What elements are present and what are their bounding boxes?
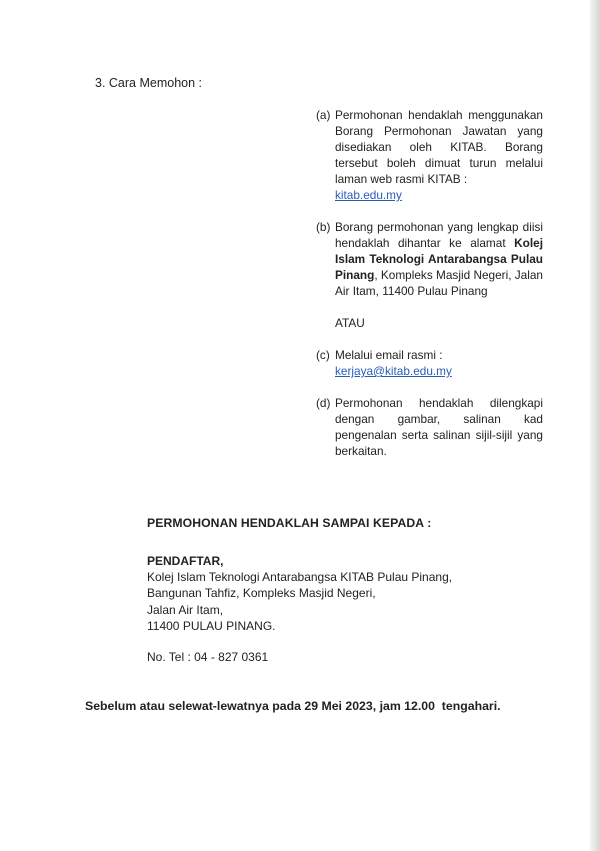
- item-text: Melalui email rasmi :: [335, 348, 443, 362]
- list-item-a: [316, 107, 543, 203]
- item-marker: (b): [316, 220, 331, 234]
- address-line: Kolej Islam Teknologi Antarabangsa KITAB Pulau Pinang,: [147, 570, 453, 585]
- item-marker: (a): [316, 108, 331, 122]
- item-text: Borang permohonan yang lengkap diisi hendaklah dihantar ke alamat: [335, 220, 543, 250]
- address-line: Bangunan Tahfiz, Kompleks Masjid Negeri,: [147, 586, 376, 601]
- list-item-d: [316, 395, 543, 459]
- address-line: 11400 PULAU PINANG.: [147, 618, 276, 633]
- submission-title: PERMOHONAN HENDAKLAH SAMPAI KEPADA :: [147, 516, 432, 530]
- telephone-number: No. Tel : 04 - 827 0361: [147, 650, 269, 665]
- page-edge-shadow: [590, 0, 600, 851]
- recipient-name: PENDAFTAR,: [147, 554, 224, 568]
- or-separator: ATAU: [335, 316, 365, 330]
- item-marker: (d): [316, 396, 331, 410]
- website-link[interactable]: kitab.edu.my: [335, 188, 402, 202]
- section-heading: 3. Cara Memohon :: [95, 76, 202, 90]
- deadline-notice: Sebelum atau selewat-lewatnya pada 29 Mei 2023, jam 12.00 tengahari.: [85, 699, 501, 713]
- address-line: Jalan Air Itam,: [147, 602, 224, 617]
- item-text: Permohonan hendaklah menggunakan Borang Permohonan Jawatan yang disediakan oleh KITAB. Borang tersebut boleh dimuat turun melalui laman web rasmi KITAB :: [335, 108, 543, 186]
- email-link[interactable]: kerjaya@kitab.edu.my: [335, 364, 452, 378]
- list-item-c: [316, 347, 543, 379]
- item-text-address: , Kompleks Masjid Negeri, Jalan Air Itam, 11400 Pulau Pinang: [335, 268, 543, 298]
- college-name: Kolej Islam Teknologi Antarabangsa Pulau Pinang: [335, 236, 543, 282]
- item-text: Permohonan hendaklah dilengkapi dengan gambar, salinan kad pengenalan serta salinan sijil-sijil yang berkaitan.: [335, 396, 543, 458]
- item-marker: (c): [316, 348, 330, 362]
- recipient-address: [147, 553, 452, 665]
- list-item-b: [316, 219, 543, 299]
- application-methods-list: [316, 107, 543, 475]
